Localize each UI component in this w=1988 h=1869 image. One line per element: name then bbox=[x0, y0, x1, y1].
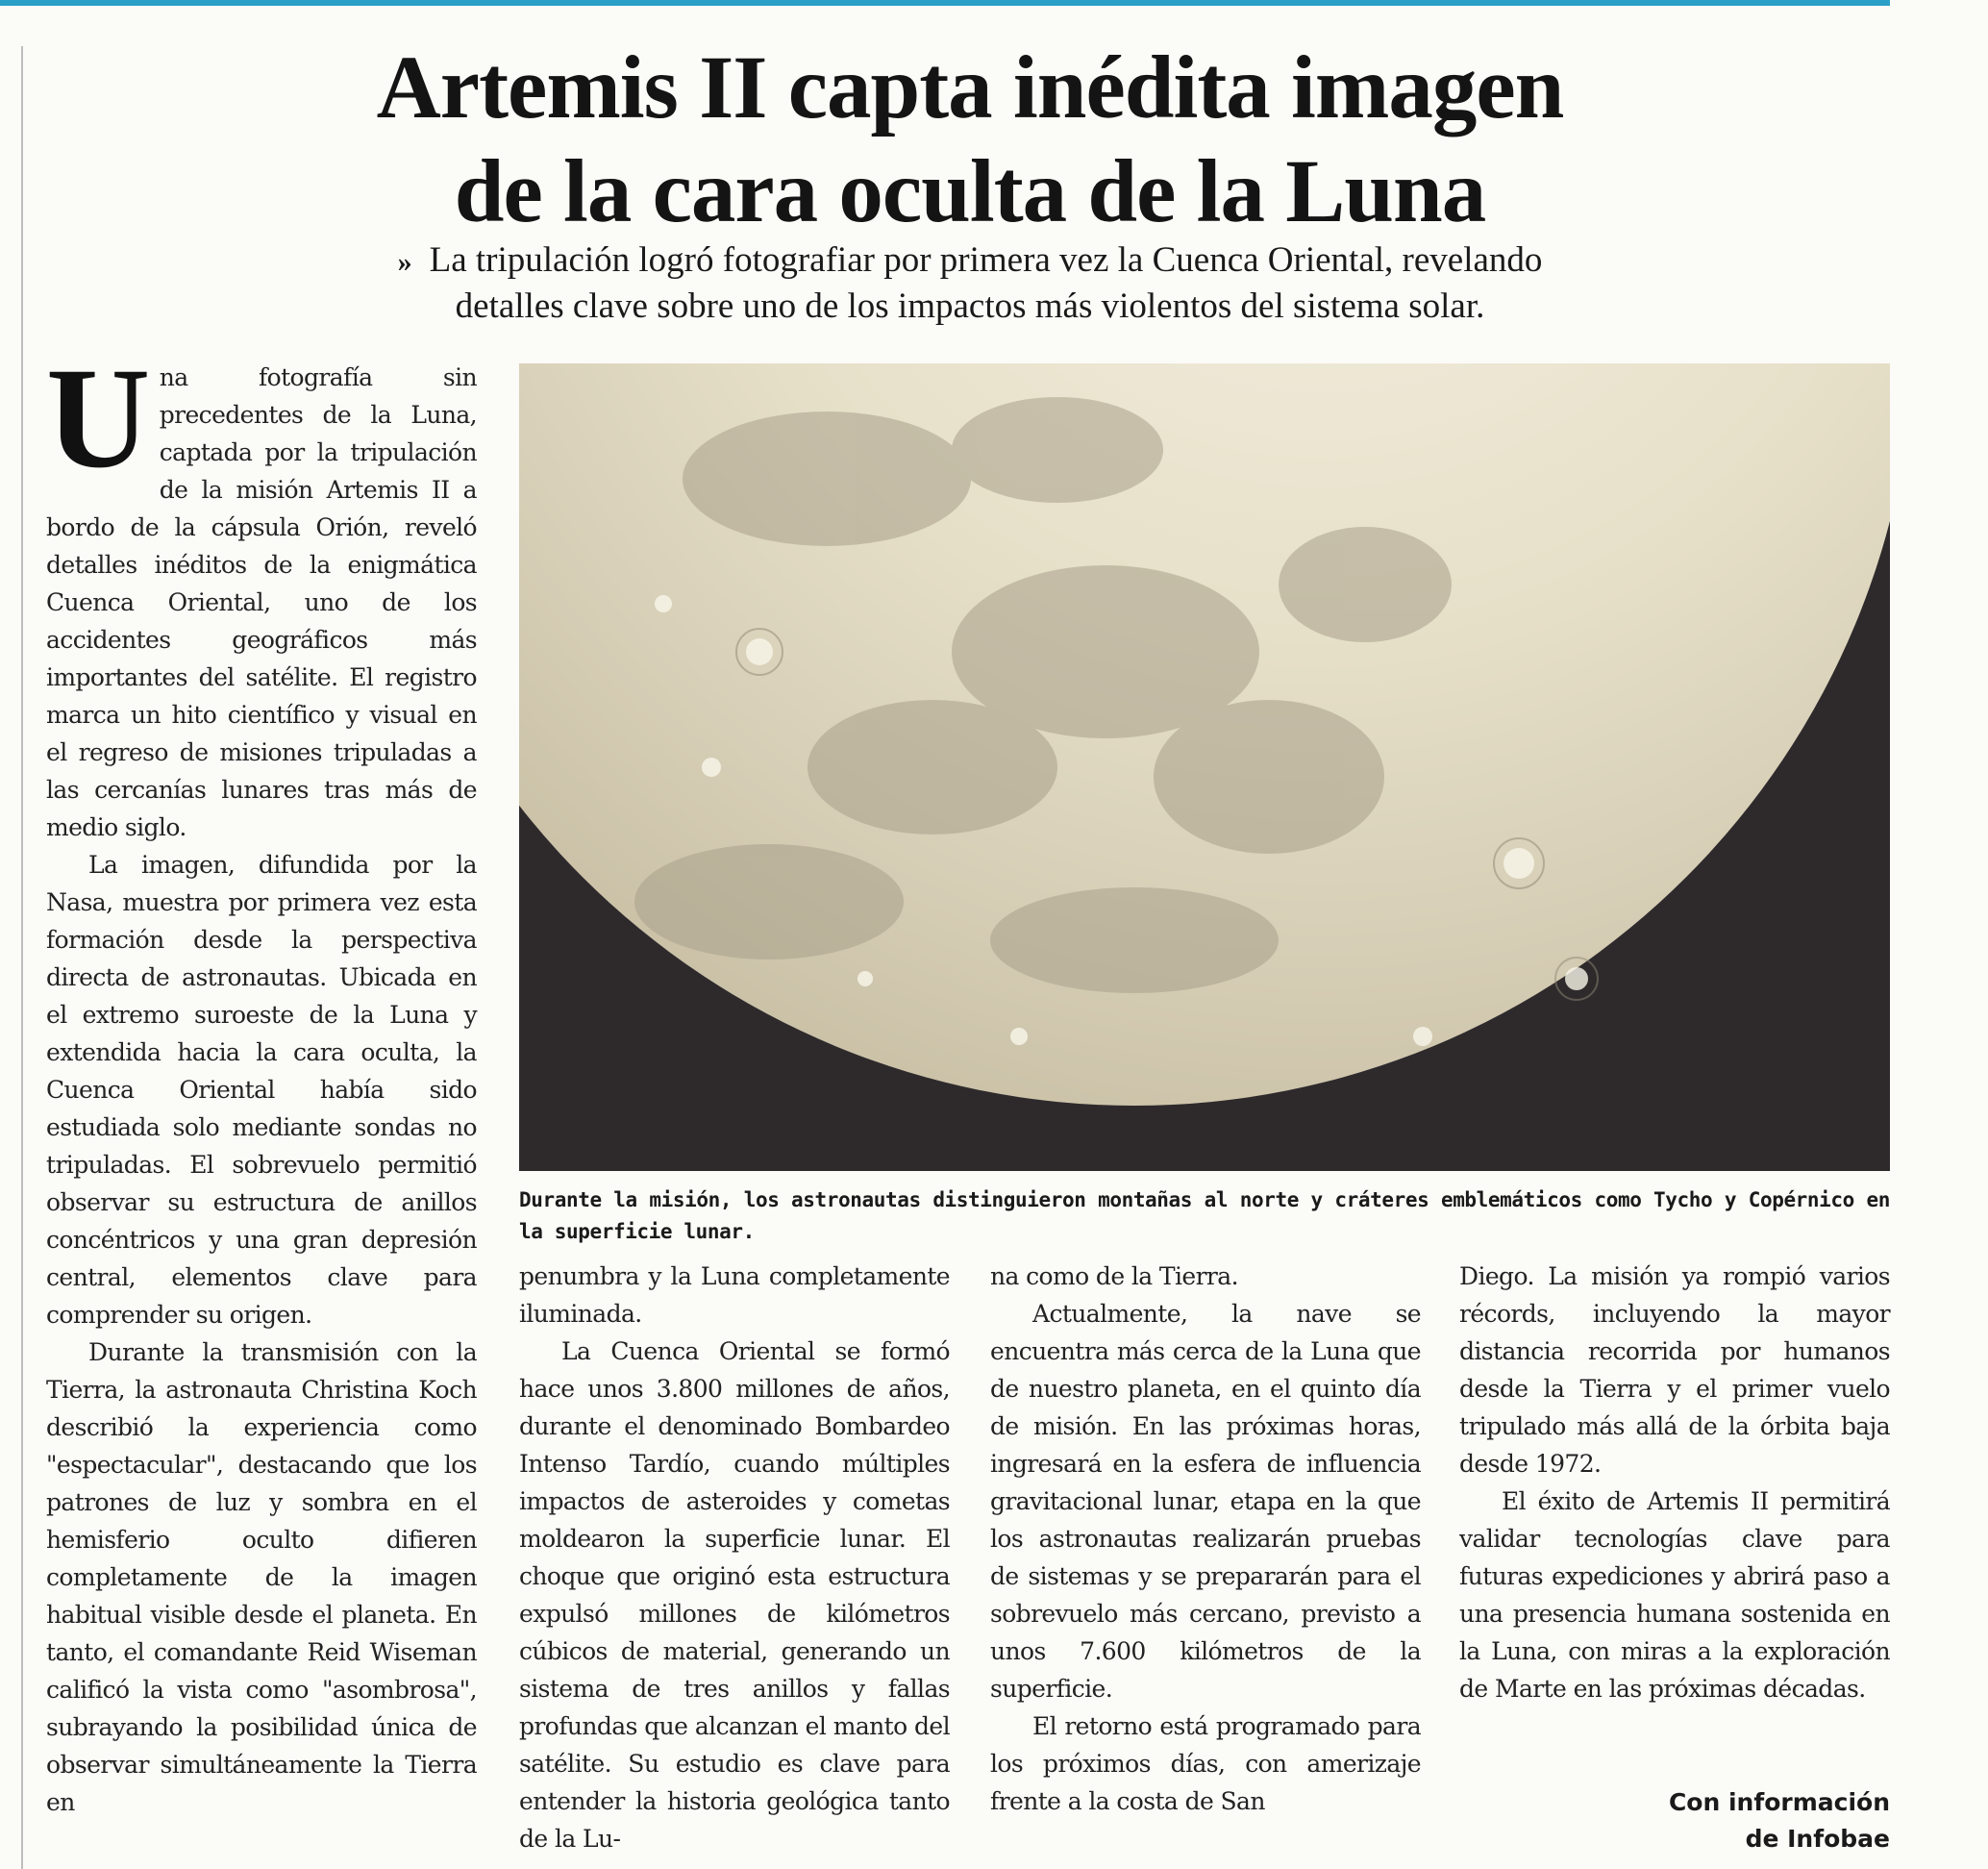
photo-caption: Durante la misión, los astronautas distinguieron montañas al norte y cráteres emblemáticos como Tycho y Copérnico en la superficie lunar. bbox=[519, 1188, 1890, 1243]
credit-line-1: Con información bbox=[1668, 1788, 1890, 1816]
headline-line-1: Artemis II capta inédita imagen bbox=[376, 38, 1564, 137]
article-column-4 bbox=[1459, 1258, 1890, 1707]
article-column-2 bbox=[519, 1258, 950, 1857]
paragraph: El éxito de Artemis II permitirá validar tecnologías clave para futuras expediciones y abrirá paso a una presencia humana sostenida en la Luna, con miras a la exploración de Marte en las próximas décadas. bbox=[1459, 1487, 1890, 1703]
paragraph: La Cuenca Oriental se formó hace unos 3.800 millones de años, durante el denominado Bombardeo Intenso Tardío, cuando múltiples impactos de asteroides y cometas moldearon la superficie lunar. El choque que originó esta estructura expulsó millones de kilómetros cúbicos de material, generando un sistema de tres anillos y fallas profundas que alcanzan el manto del satélite. Su estudio es clave para entender la historia geológica tanto de la Lu- bbox=[519, 1337, 950, 1853]
headline-line-2: de la cara oculta de la Luna bbox=[454, 142, 1486, 241]
drop-cap: U bbox=[46, 338, 150, 498]
paragraph: Actualmente, la nave se encuentra más cerca de la Luna que de nuestro planeta, en el quinto día de misión. En las próximas horas, ingresará en la esfera de influencia gravitacional lunar, etapa en la que los astronautas realizarán pruebas de sistemas y se prepararán para el sobrevuelo más cercano, previsto a unos 7.600 kilómetros de la superficie. bbox=[990, 1300, 1421, 1703]
paragraph: Una fotografía sin precedentes de la Luna, captada por la tripulación de la misión Artemis II a bordo de la cápsula Orión, reveló detalles inéditos de la enigmática Cuenca Oriental, uno de los accidentes geográficos más importantes del satélite. El registro marca un hito científico y visual en el regreso de misiones tripuladas a las cercanías lunares tras más de medio siglo. bbox=[46, 338, 477, 841]
double-chevron-right-icon: » bbox=[397, 246, 412, 278]
top-accent-rule bbox=[0, 0, 1890, 6]
credit-line-2: de Infobae bbox=[1745, 1825, 1890, 1853]
paragraph: La imagen, difundida por la Nasa, muestra por primera vez esta formación desde la perspectiva directa de astronautas. Ubicada en el extremo suroeste de la Luna y extendida hacia la cara oculta, la Cuenca Oriental había sido estudiada solo mediante sondas no tripuladas. El sobrevuelo permitió observar su estructura de anillos concéntricos y una gran depresión central, elementos clave para comprender su origen. bbox=[46, 851, 477, 1329]
article-column-3 bbox=[990, 1258, 1421, 1820]
subhead-line-1: » La tripulación logró fotografiar por primera vez la Cuenca Oriental, revelando bbox=[397, 240, 1543, 280]
paragraph: Durante la transmisión con la Tierra, la astronauta Christina Koch describió la experiencia como "espectacular", destacando que los patrones de luz y sombra en el hemisferio oculto difieren completamente de la imagen habitual visible desde el planeta. En tanto, el comandante Reid Wiseman calificó la vista como "asombrosa", subrayando la posibilidad única de observar simultáneamente la Tierra en bbox=[46, 1338, 477, 1816]
paragraph: penumbra y la Luna completamente iluminada. bbox=[519, 1262, 950, 1328]
paragraph: Diego. La misión ya rompió varios récords, incluyendo la mayor distancia recorrida por humanos desde la Tierra y el primer vuelo tripulado más allá de la órbita baja desde 1972. bbox=[1459, 1262, 1890, 1478]
article-column-1 bbox=[46, 338, 477, 1821]
paragraph: na como de la Tierra. bbox=[990, 1262, 1238, 1290]
moon-illustration bbox=[519, 363, 1890, 1171]
source-credit bbox=[1459, 1784, 1890, 1857]
headline bbox=[23, 37, 1917, 244]
subhead-line-2: detalles clave sobre uno de los impactos más violentos del sistema solar. bbox=[455, 287, 1485, 326]
paragraph: El retorno está programado para los próximos días, con amerizaje frente a la costa de San bbox=[990, 1712, 1421, 1815]
moon-photo bbox=[519, 363, 1890, 1171]
subheadline bbox=[23, 238, 1917, 329]
